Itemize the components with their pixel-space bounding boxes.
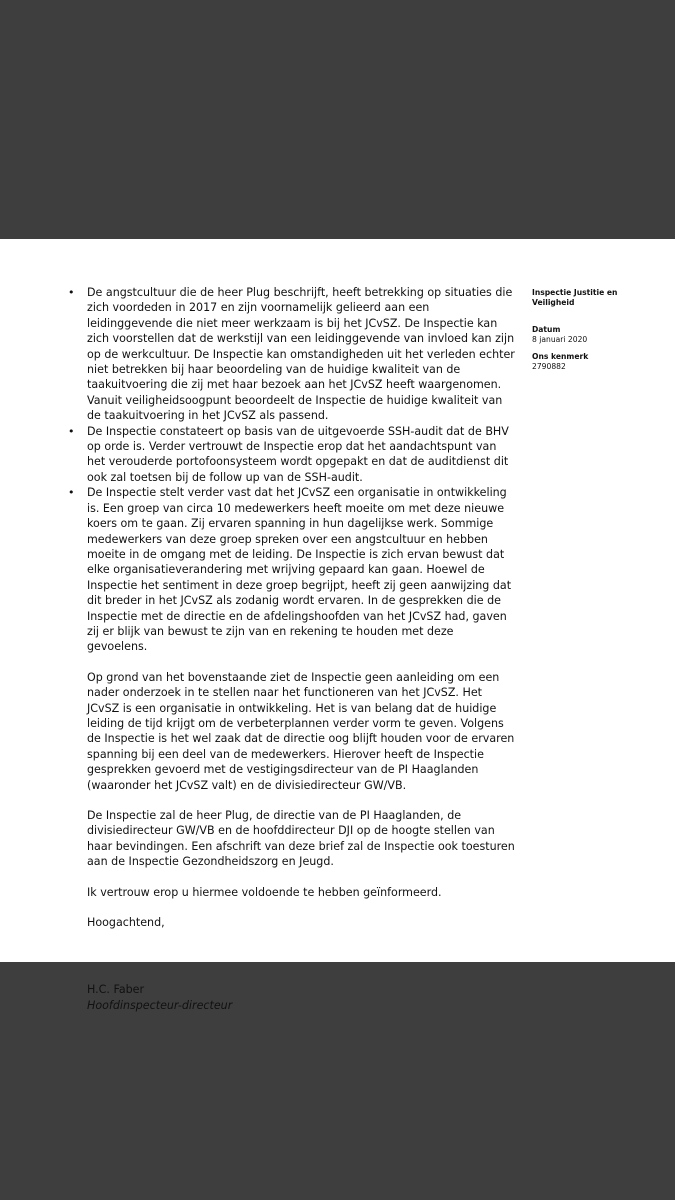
bullet-item — [68, 485, 517, 654]
reference-value: 2790882 — [532, 362, 566, 371]
bullet-list — [68, 285, 517, 655]
bullet-dot: • — [68, 286, 75, 299]
bullet-dot: • — [68, 486, 75, 500]
signature-space — [87, 930, 517, 982]
bullet-item — [68, 424, 517, 486]
reference-label: Ons kenmerk — [532, 352, 589, 361]
bullet-dot: • — [68, 424, 75, 438]
letter-page — [0, 239, 675, 1012]
date-value: 8 januari 2020 — [532, 335, 588, 344]
date-label: Datum — [532, 325, 561, 334]
bullet-text: De Inspectie constateert op basis van de uitgevoerde SSH-audit dat de BHV op orde is. Verder vertrouwt de Inspectie erop dat het aandachtspunt van het verouderde portofoonsysteem wordt opgepakt en dat de auditdienst dit ook zal toetsen bij de follow up van de SSH-audit. — [87, 424, 509, 484]
bullet-text: De Inspectie stelt verder vast dat het JCvSZ een organisatie in ontwikkeling is. Een groep van circa 10 medewerkers heeft moeite om met deze nieuwe koers om te gaan. Zij ervaren spanning in hun dagelijkse werk. Sommige medewerkers van deze groep spreken over een angstcultuur en hebben moeite in de omgang met de leiding. De Inspectie is zich ervan bewust dat elke organisatieverandering met wrijving gepaard kan gaan. Hoewel de Inspectie het sentiment in deze groep begrijpt, heeft zij geen aanwijzing dat dit breder in het JCvSZ als zodanig wordt ervaren. In de gesprekken die de Inspectie met de directie en de afdelingshoofden van het JCvSZ had, gaven zij er blijk van bewust te zijn van en rekening te houden met deze gevoelens. — [87, 486, 512, 654]
paragraph: Op grond van het bovenstaande ziet de Inspectie geen aanleiding om een nader onderzoek in te stellen naar het functioneren van het JCvSZ. Het JCvSZ is een organisatie in ontwikkeling. Het is van belang dat de huidige leiding de tijd krijgt om de verbeterplannen verder vorm te geven. Volgens de Inspectie is het wel zaak dat de directie oog blijft houden voor de ervaren spanning bij een deel van de medewerkers. Hierover heeft de Inspectie gesprekken gevoerd met de vestigingsdirecteur van de PI Haaglanden (waaronder het JCvSZ valt) en de divisiedirecteur GW/VB. — [87, 670, 515, 792]
sender-organization: Inspectie Justitie en Veiligheid — [532, 288, 618, 307]
closing-salutation: Hoogachtend, — [87, 916, 165, 930]
signatory-title: Hoofdinspecteur-directeur — [87, 998, 233, 1012]
paragraph: De Inspectie zal de heer Plug, de directie van de PI Haaglanden, de divisiedirecteur GW/VB en de hoofddirecteur DJI op de hoogte stellen van haar bevindingen. Een afschrift van deze brief zal de Inspectie ook toesturen aan de Inspectie Gezondheidszorg en Jeugd. — [87, 809, 515, 869]
letter-sidebar — [532, 288, 647, 372]
letter-body — [68, 285, 517, 1013]
signatory-name: H.C. Faber — [87, 983, 145, 997]
bullet-text: De angstcultuur die de heer Plug beschrijft, heeft betrekking op situaties die zich voordeden in 2017 en zijn voornamelijk gelieerd aan een leidinggevende die niet meer werkzaam is bij het JCvSZ. De Inspectie kan zich voorstellen dat de werkstijl van een leidinggevende van invloed kan zijn op de werkcultuur. De Inspectie kan omstandigheden uit het verleden echter niet betrekken bij haar beoordeling van de huidige kwaliteit van de taakuitvoering die zij met haar bezoek aan het JCvSZ heeft waargenomen. Vanuit veiligheidsoogpunt beoordeelt de Inspectie de huidige kwaliteit van de taakuitvoering in het JCvSZ als passend. — [87, 286, 515, 423]
paragraph: Ik vertrouw erop u hiermee voldoende te hebben geïnformeerd. — [87, 885, 442, 899]
bullet-item — [68, 285, 517, 424]
